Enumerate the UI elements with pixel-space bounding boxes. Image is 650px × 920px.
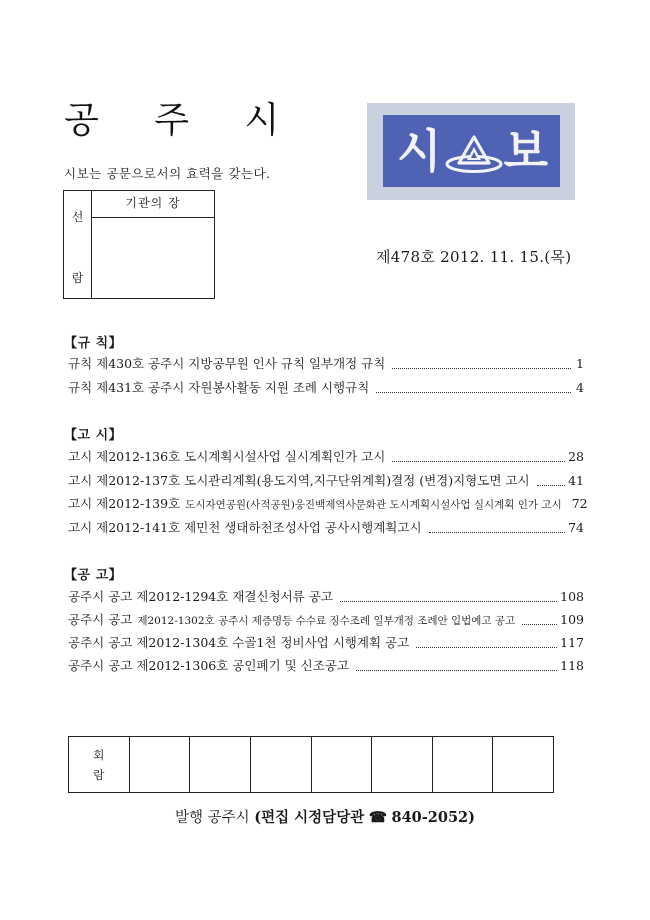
toc-leader-dots: [356, 669, 557, 671]
toc-leader-dots: [522, 623, 557, 625]
toc-item[interactable]: [68, 656, 584, 674]
toc-leader-dots: [537, 484, 566, 486]
publisher-footer: [0, 806, 650, 827]
toc-item-title: 규칙 제431호 공주시 자원봉사활동 지원 조례 시행규칙: [68, 380, 370, 395]
review-label-bottom: 람: [71, 271, 84, 285]
toc-leader-dots: [429, 531, 566, 533]
toc-item-page: 118: [560, 658, 584, 673]
toc-leader-dots: [416, 646, 557, 648]
toc-item-page: 72: [571, 496, 588, 511]
toc-leader-dots: [392, 367, 571, 369]
toc-item[interactable]: [68, 447, 584, 465]
toc-item[interactable]: [68, 587, 584, 605]
toc-item-title: 공주시 공고 제2012-1294호 재결신청서류 공고: [68, 589, 333, 604]
circulation-signature-cell: [250, 737, 311, 792]
circulation-label-bottom: 람: [93, 767, 105, 782]
toc-item-title: 규칙 제430호 공주시 지방공무원 인사 규칙 일부개정 규칙: [68, 356, 386, 371]
toc-item-title: 도시자연공원(사적공원)웅진백제역사문화관 도시계획시설사업 실시계획 인가 고시: [185, 499, 562, 511]
review-label-top: 선: [71, 210, 84, 224]
publisher-name: 발행 공주시: [174, 810, 250, 826]
phone-number: 840-2052): [391, 809, 476, 826]
sibo-logo: [367, 103, 575, 200]
city-title: 공 주 시: [64, 100, 302, 141]
review-box: [63, 190, 215, 299]
toc-item-page: 74: [568, 520, 584, 535]
toc-item[interactable]: [68, 354, 584, 372]
circulation-signature-cell: [311, 737, 372, 792]
editor-info: (편집 시정담당관: [254, 809, 365, 826]
toc-item-title: 고시 제2012-136호 도시계획시설사업 실시계획인가 고시: [68, 449, 386, 464]
toc-item-title: 고시 제2012-141호 제민천 생태하천조성사업 공사시행계획고시: [68, 520, 422, 535]
circulation-signature-cell: [432, 737, 493, 792]
section-heading-notices: 【고 시】: [64, 428, 123, 443]
toc-item[interactable]: [68, 518, 584, 536]
toc-item-prefix: 공주시 공고: [68, 612, 133, 627]
sibo-logo-inner: [383, 115, 560, 187]
toc-leader-dots: [376, 391, 571, 393]
toc-item[interactable]: [68, 610, 584, 628]
toc-item-page: 109: [560, 612, 584, 627]
toc-item-title: 공주시 공고 제2012-1306호 공인폐기 및 신조공고: [68, 658, 349, 673]
circulation-signature-cell: [371, 737, 432, 792]
circulation-signature-cell: [129, 737, 190, 792]
section-heading-rules: 【규 칙】: [64, 336, 123, 351]
toc-item-page: 108: [560, 589, 584, 604]
triangle-ripple-emblem-icon: [445, 131, 503, 175]
review-box-label-column: [64, 191, 92, 298]
toc-item-prefix: 고시 제2012-139호: [68, 496, 181, 511]
circulation-signature-cell: [189, 737, 250, 792]
section-heading-announcements: 【공 고】: [64, 568, 123, 583]
circulation-label-top: 회: [93, 747, 105, 762]
toc-item[interactable]: [68, 378, 584, 396]
toc-item[interactable]: [68, 633, 584, 651]
toc-leader-dots: [340, 600, 557, 602]
toc-item-page: 117: [560, 635, 584, 650]
toc-item-page: 4: [576, 380, 584, 395]
toc-item-page: 41: [568, 473, 584, 488]
circulation-signature-cell: [492, 737, 553, 792]
toc-item[interactable]: [68, 494, 588, 512]
review-box-header: 기관의 장: [92, 191, 214, 218]
toc-item[interactable]: [68, 471, 584, 489]
toc-item-title: 공주시 공고 제2012-1304호 수골1천 정비사업 시행계획 공고: [68, 635, 410, 650]
issue-number-date: 제478호 2012. 11. 15.(목): [376, 248, 572, 266]
circulation-label-cell: [69, 737, 129, 792]
toc-item-page: 28: [568, 449, 584, 464]
toc-item-title: 제2012-1302호 공주시 제증명등 수수료 징수조례 일부개정 조례안 입법예고 공고: [137, 615, 516, 627]
toc-item-page: 1: [576, 356, 584, 371]
toc-leader-dots: [392, 460, 565, 462]
subtitle: 시보는 공문으로서의 효력을 갖는다.: [64, 166, 271, 181]
toc-item-title: 고시 제2012-137호 도시관리계획(용도지역,지구단위계획)결정 (변경)지형도면 고시: [68, 473, 530, 488]
telephone-icon: ☎: [368, 809, 387, 826]
circulation-box: [68, 736, 554, 793]
logo-left-char: 시: [397, 124, 442, 178]
logo-right-char: 보: [503, 124, 548, 178]
